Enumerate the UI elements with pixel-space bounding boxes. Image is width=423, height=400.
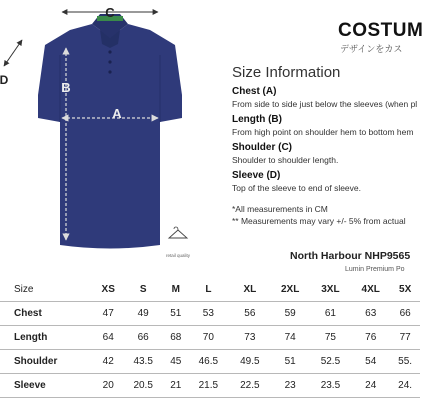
label-d: D — [0, 73, 9, 87]
table-cell: 66 — [122, 326, 163, 350]
table-cell: 76 — [351, 326, 390, 350]
table-cell: 63 — [351, 302, 390, 326]
measure-desc: From side to side just below the sleeves (when pl — [232, 99, 418, 109]
table-row — [0, 374, 420, 398]
size-table — [0, 278, 420, 398]
table-cell: 51 — [271, 350, 310, 374]
table-row — [0, 302, 420, 326]
hanger-icon — [169, 227, 187, 238]
table-cell: 21 — [164, 374, 188, 398]
table-cell: 59 — [271, 302, 310, 326]
table-cell: 47 — [94, 302, 122, 326]
measure-heading: Sleeve (D) — [232, 170, 281, 181]
note-units: *All measurements in CM — [232, 204, 328, 214]
table-cell: 43.5 — [122, 350, 163, 374]
table-cell: 74 — [271, 326, 310, 350]
table-cell: 53 — [188, 302, 229, 326]
shirt-diagram — [0, 0, 220, 250]
table-cell: 45 — [164, 350, 188, 374]
table-cell: 64 — [94, 326, 122, 350]
hanger-caption: retail quality — [166, 253, 191, 258]
product-subtitle: Lumin Premium Po — [345, 266, 405, 273]
table-cell: 46.5 — [188, 350, 229, 374]
brand-tagline: デザインをカス — [340, 44, 403, 54]
measure-sleeve — [232, 170, 361, 193]
table-cell: 75 — [310, 326, 351, 350]
table-cell: 54 — [351, 350, 390, 374]
table-cell: 23.5 — [310, 374, 351, 398]
table-row — [0, 326, 420, 350]
header-cell: L — [188, 278, 229, 302]
label-b: B — [61, 80, 71, 95]
table-row — [0, 350, 420, 374]
header-cell: M — [164, 278, 188, 302]
brand-logo: COSTUM — [338, 20, 423, 41]
measure-desc: Top of the sleeve to end of sleeve. — [232, 183, 362, 193]
header-cell: XS — [94, 278, 122, 302]
product-name: North Harbour NHP9565 — [290, 250, 411, 262]
table-cell: 66 — [390, 302, 420, 326]
table-cell: 24. — [390, 374, 420, 398]
header-cell: S — [122, 278, 163, 302]
table-cell: 23 — [271, 374, 310, 398]
header-cell: Size — [0, 278, 94, 302]
header-cell: XL — [229, 278, 270, 302]
label-c: C — [105, 5, 115, 20]
header-cell: 3XL — [310, 278, 351, 302]
table-cell: 56 — [229, 302, 270, 326]
header-cell: 4XL — [351, 278, 390, 302]
table-cell: 52.5 — [310, 350, 351, 374]
table-cell: 70 — [188, 326, 229, 350]
measure-desc: From high point on shoulder hem to bottom hem — [232, 127, 414, 137]
table-cell: 22.5 — [229, 374, 270, 398]
table-header-row — [0, 278, 420, 302]
label-a: A — [112, 106, 122, 121]
size-info-title: Size Information — [232, 64, 341, 81]
table-cell: 73 — [229, 326, 270, 350]
row-label: Length — [0, 326, 94, 350]
measure-desc: Shoulder to shoulder length. — [232, 155, 339, 165]
table-cell: 77 — [390, 326, 420, 350]
table-cell: 51 — [164, 302, 188, 326]
table-cell: 49.5 — [229, 350, 270, 374]
table-cell: 20.5 — [122, 374, 163, 398]
row-label: Sleeve — [0, 374, 94, 398]
measure-heading: Chest (A) — [232, 86, 277, 97]
table-cell: 24 — [351, 374, 390, 398]
table-cell: 68 — [164, 326, 188, 350]
table-cell: 55. — [390, 350, 420, 374]
table-cell: 42 — [94, 350, 122, 374]
row-label: Shoulder — [0, 350, 94, 374]
table-cell: 61 — [310, 302, 351, 326]
table-cell: 20 — [94, 374, 122, 398]
measure-heading: Length (B) — [232, 114, 282, 125]
header-cell: 5X — [390, 278, 420, 302]
measure-chest — [232, 86, 417, 109]
table-cell: 21.5 — [188, 374, 229, 398]
row-label: Chest — [0, 302, 94, 326]
header-cell: 2XL — [271, 278, 310, 302]
measure-length — [232, 114, 413, 137]
measure-shoulder — [232, 142, 338, 165]
table-cell: 49 — [122, 302, 163, 326]
note-variance: ** Measurements may vary +/- 5% from actual — [232, 216, 406, 226]
measure-heading: Shoulder (C) — [232, 142, 292, 153]
